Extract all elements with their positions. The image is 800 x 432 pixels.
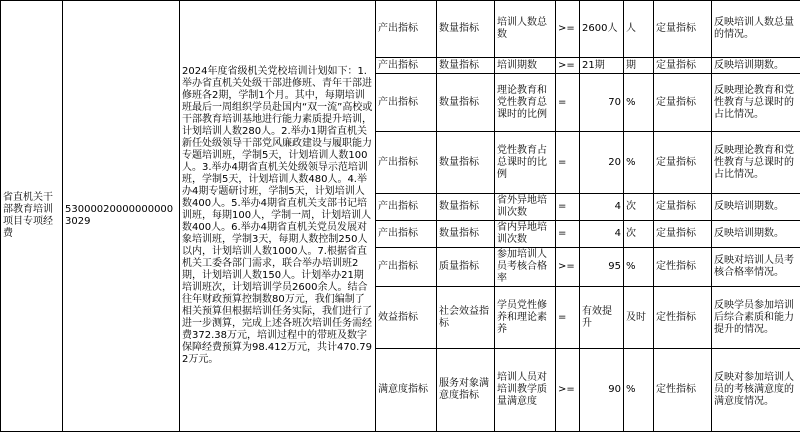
indicator-name-cell: 省外异地培训次数 [495,194,556,221]
target-value-cell: 95 [580,248,624,287]
indicator-name-cell: 参加培训人员考核合格率 [495,248,556,287]
target-value-cell: 70 [580,74,624,132]
operator-cell: >= [556,58,580,74]
operator-cell: = [556,194,580,221]
unit-cell: 及时 [624,287,654,349]
operator-cell: >= [556,248,580,287]
project-code-cell: 530000200000000003029 [63,1,180,432]
indicator-type-cell: 定量指标 [654,1,712,58]
indicator-name-cell: 省内异地培训次数 [495,221,556,248]
indicator-name-cell: 学员党性修养和理论素养 [495,287,556,349]
unit-cell: % [624,248,654,287]
unit-cell: 次 [624,194,654,221]
indicator-explain-cell: 反映理论教育和党性教育与总课时的占比情况。 [712,74,800,132]
indicator-type-cell: 定量指标 [654,58,712,74]
indicator-explain-cell: 反映对培训人员考核合格率情况。 [712,248,800,287]
level1-indicator-cell: 产出指标 [376,1,437,58]
table-row [1,1,800,58]
target-value-cell: 4 [580,221,624,248]
indicator-explain-cell: 反映培训人数总量的情况。 [712,1,800,58]
level1-indicator-cell: 满意度指标 [376,349,437,432]
operator-cell: >= [556,349,580,432]
level1-indicator-cell: 效益指标 [376,287,437,349]
indicator-type-cell: 定量指标 [654,132,712,194]
operator-cell: = [556,74,580,132]
indicator-type-cell: 定性指标 [654,349,712,432]
indicator-name-cell: 培训人员对培训教学质量满意度 [495,349,556,432]
indicator-explain-cell: 反映培训期数。 [712,194,800,221]
indicator-type-cell: 定量指标 [654,221,712,248]
level2-indicator-cell: 服务对象满意度指标 [437,349,495,432]
level2-indicator-cell: 社会效益指标 [437,287,495,349]
indicator-name-cell: 培训人数总数 [495,1,556,58]
target-value-cell: 有效提升 [580,287,624,349]
indicator-type-cell: 定量指标 [654,194,712,221]
indicator-name-cell: 党性教育占总课时的比例 [495,132,556,194]
level1-indicator-cell: 产出指标 [376,194,437,221]
level1-indicator-cell: 产出指标 [376,74,437,132]
level1-indicator-cell: 产出指标 [376,132,437,194]
operator-cell: = [556,221,580,248]
operator-cell: = [556,287,580,349]
target-value-cell: 90 [580,349,624,432]
target-value-cell: 20 [580,132,624,194]
project-name-cell: 省直机关干部教育培训项目专项经费 [1,1,63,432]
level2-indicator-cell: 数量指标 [437,1,495,58]
indicator-type-cell: 定量指标 [654,74,712,132]
indicator-explain-cell: 反映理论教育和党性教育与总课时的占比情况。 [712,132,800,194]
level2-indicator-cell: 数量指标 [437,194,495,221]
unit-cell: 人 [624,1,654,58]
level2-indicator-cell: 质量指标 [437,248,495,287]
operator-cell: = [556,132,580,194]
indicator-name-cell: 理论教育和党性教育总课时的比例 [495,74,556,132]
indicator-explain-cell: 反映培训期数。 [712,58,800,74]
target-value-cell: 2600人 [580,1,624,58]
level2-indicator-cell: 数量指标 [437,221,495,248]
indicator-explain-cell: 反映学员参加培训后综合素质和能力提升的情况。 [712,287,800,349]
target-value-cell: 4 [580,194,624,221]
level1-indicator-cell: 产出指标 [376,248,437,287]
project-description-cell: 2024年度省级机关党校培训计划如下：1.举办省直机关处级干部进修班、青年干部进修班各2期，学制1个月。其中，每期培训班最后一周组织学员赴国内“双一流”高校或干部教育培训基地进行能力素质提升培训，计划培训人数280人。2.举办1期省直机关新任处级领导干部党风廉政建设与履职能力专题培训班，学制5天，计划培训人数100人。3.举办4期省直机关处级领导示范培训班，学制5天，计划培训人数480人。4.举办4期专题研讨班，学制5天，计划培训人数400人。5.举办4期省直机关支部书记培训班，每期100人，学制一周，计划培训人数400人。6.举办4期省直机关党员发展对象培训班，学制3天，每期人数控制250人以内，计划培训人数1000人。7.根据省直机关工委各部门需求，联合举办培训班2期，计划培训人数150人。计划举办21期培训班次，计划培训学员2600余人。结合往年财政预算控制数80万元，我们编制了相关预算但根据培训任务实际，我们进行了进一步测算，完成上述各班次培训任务需经费372.38万元，培训过程中的带班及数字保障经费预算为98.412万元，共计470.792万元。 [180,1,376,432]
level1-indicator-cell: 产出指标 [376,221,437,248]
target-value-cell: 21期 [580,58,624,74]
level2-indicator-cell: 数量指标 [437,132,495,194]
indicator-explain-cell: 反映对参加培训人员的考核满意度的满意度情况。 [712,349,800,432]
unit-cell: % [624,74,654,132]
unit-cell: % [624,132,654,194]
level2-indicator-cell: 数量指标 [437,58,495,74]
indicator-type-cell: 定性指标 [654,248,712,287]
indicator-type-cell: 定性指标 [654,287,712,349]
operator-cell: >= [556,1,580,58]
indicator-name-cell: 培训期数 [495,58,556,74]
unit-cell: 期 [624,58,654,74]
level2-indicator-cell: 数量指标 [437,74,495,132]
unit-cell: % [624,349,654,432]
indicator-explain-cell: 反映培训期数。 [712,221,800,248]
unit-cell: 次 [624,221,654,248]
level1-indicator-cell: 产出指标 [376,58,437,74]
